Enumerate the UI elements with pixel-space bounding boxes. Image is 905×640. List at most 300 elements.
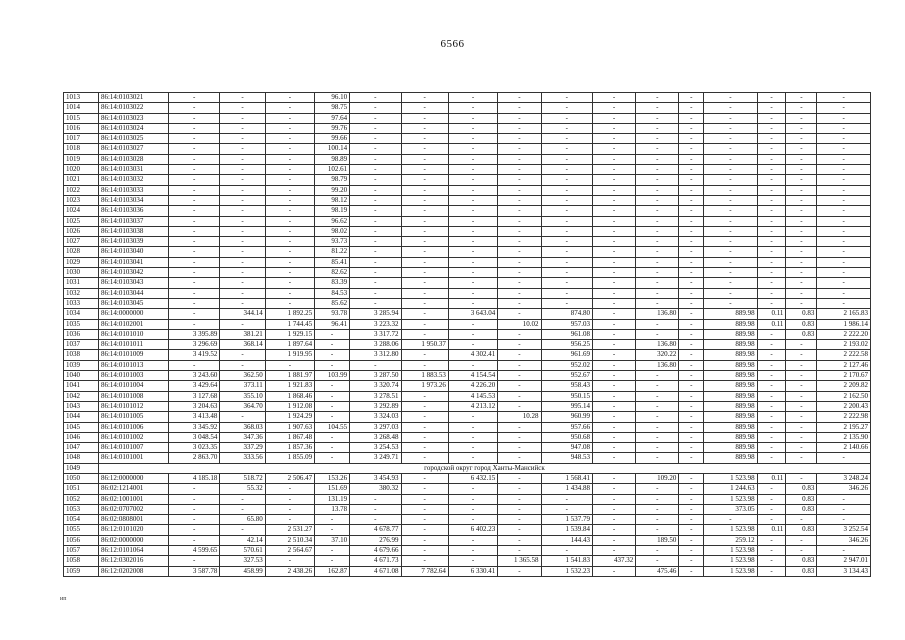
value-cell: 1 365.58 — [498, 556, 541, 566]
value-cell: - — [679, 515, 704, 525]
value-cell: - — [498, 257, 541, 267]
value-cell: 96.41 — [315, 319, 350, 329]
value-cell: - — [498, 216, 541, 226]
value-cell: - — [679, 144, 704, 154]
value-cell: - — [636, 371, 679, 381]
value-cell: - — [265, 494, 314, 504]
value-cell: - — [679, 504, 704, 514]
value-cell: 259.12 — [704, 535, 758, 545]
value-cell: - — [636, 556, 679, 566]
value-cell: - — [168, 268, 219, 278]
value-cell: - — [498, 494, 541, 504]
value-cell: - — [679, 484, 704, 494]
value-cell: 100.14 — [315, 144, 350, 154]
value-cell: - — [679, 546, 704, 556]
value-cell: 889.98 — [704, 381, 758, 391]
value-cell: 82.62 — [315, 268, 350, 278]
value-cell: - — [350, 226, 401, 236]
row-number-cell: 1019 — [64, 154, 99, 164]
value-cell: - — [498, 432, 541, 442]
value-cell: - — [350, 175, 401, 185]
value-cell: - — [315, 432, 350, 442]
value-cell: - — [265, 195, 314, 205]
value-cell: 1 537.79 — [541, 515, 592, 525]
value-cell: 98.75 — [315, 103, 350, 113]
value-cell: - — [265, 154, 314, 164]
value-cell: 93.73 — [315, 237, 350, 247]
cadastral-code-cell: 86:12:0101020 — [98, 525, 168, 535]
value-cell: - — [220, 494, 265, 504]
value-cell: - — [350, 216, 401, 226]
value-cell: - — [448, 226, 497, 236]
value-cell: - — [757, 268, 786, 278]
row-number-cell: 1025 — [64, 216, 99, 226]
value-cell: 96.62 — [315, 216, 350, 226]
value-cell: - — [265, 278, 314, 288]
value-cell: - — [220, 144, 265, 154]
row-number-cell: 1046 — [64, 432, 99, 442]
value-cell: - — [636, 185, 679, 195]
value-cell: - — [786, 360, 817, 370]
value-cell: - — [220, 216, 265, 226]
table-row — [64, 401, 871, 411]
value-cell: - — [592, 494, 635, 504]
value-cell: 4 302.41 — [448, 350, 497, 360]
value-cell: 4 226.20 — [448, 381, 497, 391]
row-number-cell: 1048 — [64, 453, 99, 463]
value-cell: - — [786, 546, 817, 556]
value-cell: - — [757, 329, 786, 339]
value-cell: - — [168, 494, 219, 504]
value-cell: - — [401, 113, 448, 123]
value-cell: - — [757, 443, 786, 453]
value-cell: - — [498, 237, 541, 247]
value-cell: 889.98 — [704, 453, 758, 463]
row-number-cell: 1051 — [64, 484, 99, 494]
value-cell: 99.20 — [315, 185, 350, 195]
value-cell: - — [401, 412, 448, 422]
value-cell: - — [350, 360, 401, 370]
value-cell: - — [220, 195, 265, 205]
value-cell: 93.78 — [315, 309, 350, 319]
value-cell: 2 222.98 — [817, 412, 871, 422]
value-cell: - — [817, 195, 871, 205]
row-number-cell: 1022 — [64, 185, 99, 195]
value-cell: - — [448, 103, 497, 113]
value-cell: 6 432.15 — [448, 473, 497, 483]
value-cell: - — [498, 165, 541, 175]
value-cell: - — [448, 556, 497, 566]
value-cell: - — [541, 113, 592, 123]
value-cell: 4 213.12 — [448, 401, 497, 411]
table-row — [64, 525, 871, 535]
value-cell: 4 679.66 — [350, 546, 401, 556]
value-cell: - — [498, 566, 541, 576]
value-cell: - — [498, 525, 541, 535]
value-cell: 2 222.58 — [817, 350, 871, 360]
value-cell: 344.14 — [220, 309, 265, 319]
row-number-cell: 1032 — [64, 288, 99, 298]
cadastral-code-cell: 86:14:0101006 — [98, 422, 168, 432]
value-cell: - — [592, 371, 635, 381]
value-cell: - — [498, 144, 541, 154]
value-cell: - — [679, 93, 704, 103]
value-cell: - — [704, 113, 758, 123]
value-cell: 1 568.41 — [541, 473, 592, 483]
value-cell: 3 345.92 — [168, 422, 219, 432]
value-cell: 958.43 — [541, 381, 592, 391]
value-cell: - — [220, 247, 265, 257]
value-cell: - — [401, 556, 448, 566]
value-cell: 85.41 — [315, 257, 350, 267]
value-cell: - — [350, 93, 401, 103]
value-cell: - — [679, 165, 704, 175]
value-cell: 2 162.50 — [817, 391, 871, 401]
value-cell: 0.83 — [786, 504, 817, 514]
value-cell: - — [786, 175, 817, 185]
value-cell: 2 531.27 — [265, 525, 314, 535]
value-cell: - — [448, 484, 497, 494]
value-cell: - — [401, 422, 448, 432]
row-number-cell: 1014 — [64, 103, 99, 113]
table-row — [64, 360, 871, 370]
value-cell: 2 200.43 — [817, 401, 871, 411]
value-cell: - — [757, 216, 786, 226]
value-cell: - — [541, 504, 592, 514]
value-cell: - — [448, 535, 497, 545]
value-cell: 362.50 — [220, 371, 265, 381]
table-row — [64, 298, 871, 308]
value-cell: 995.14 — [541, 401, 592, 411]
table-row — [64, 473, 871, 483]
value-cell: - — [541, 134, 592, 144]
value-cell: - — [168, 309, 219, 319]
value-cell: - — [220, 350, 265, 360]
value-cell: 3 288.06 — [350, 340, 401, 350]
value-cell: - — [448, 247, 497, 257]
value-cell: - — [350, 515, 401, 525]
value-cell: - — [636, 206, 679, 216]
value-cell: - — [817, 175, 871, 185]
value-cell: 3 285.94 — [350, 309, 401, 319]
value-cell: - — [168, 525, 219, 535]
value-cell: - — [786, 381, 817, 391]
value-cell: - — [265, 206, 314, 216]
value-cell: - — [786, 401, 817, 411]
value-cell: 1 523.98 — [704, 473, 758, 483]
cadastral-code-cell: 86:14:0103036 — [98, 206, 168, 216]
row-number-cell: 1026 — [64, 226, 99, 236]
value-cell: - — [315, 525, 350, 535]
cadastral-code-cell: 86:14:0101013 — [98, 360, 168, 370]
value-cell: - — [401, 206, 448, 216]
value-cell: - — [220, 298, 265, 308]
value-cell: - — [757, 185, 786, 195]
value-cell: 327.53 — [220, 556, 265, 566]
value-cell: - — [401, 237, 448, 247]
value-cell: - — [168, 93, 219, 103]
value-cell: - — [265, 257, 314, 267]
value-cell: 1 950.37 — [401, 340, 448, 350]
cadastral-code-cell: 86:14:0103031 — [98, 165, 168, 175]
value-cell: - — [757, 494, 786, 504]
value-cell: - — [448, 268, 497, 278]
table-row — [64, 165, 871, 175]
value-cell: 3 395.89 — [168, 329, 219, 339]
value-cell: - — [265, 103, 314, 113]
value-cell: - — [817, 494, 871, 504]
value-cell: - — [679, 391, 704, 401]
value-cell: 2 947.01 — [817, 556, 871, 566]
value-cell: - — [679, 494, 704, 504]
value-cell: - — [786, 247, 817, 257]
value-cell: 346.26 — [817, 535, 871, 545]
value-cell: 3 278.51 — [350, 391, 401, 401]
value-cell: - — [786, 371, 817, 381]
value-cell: - — [636, 319, 679, 329]
value-cell: - — [704, 226, 758, 236]
value-cell: - — [592, 103, 635, 113]
value-cell: - — [704, 298, 758, 308]
value-cell: - — [265, 185, 314, 195]
value-cell: - — [168, 175, 219, 185]
value-cell: - — [817, 185, 871, 195]
value-cell: - — [220, 134, 265, 144]
value-cell: - — [350, 494, 401, 504]
value-cell: - — [448, 216, 497, 226]
value-cell: 3 134.43 — [817, 566, 871, 576]
value-cell: - — [541, 123, 592, 133]
value-cell: - — [786, 443, 817, 453]
value-cell: - — [786, 257, 817, 267]
table-row — [64, 268, 871, 278]
value-cell: 6 330.41 — [448, 566, 497, 576]
value-cell: - — [786, 144, 817, 154]
value-cell: - — [592, 309, 635, 319]
value-cell: 3 248.24 — [817, 473, 871, 483]
value-cell: 4 154.54 — [448, 371, 497, 381]
row-number-cell: 1042 — [64, 391, 99, 401]
value-cell: - — [168, 298, 219, 308]
value-cell: - — [401, 298, 448, 308]
value-cell: - — [401, 144, 448, 154]
value-cell: 3 243.60 — [168, 371, 219, 381]
value-cell: 0.83 — [786, 494, 817, 504]
value-cell: - — [817, 546, 871, 556]
table-row — [64, 504, 871, 514]
value-cell: - — [592, 340, 635, 350]
cadastral-code-cell: 86:14:0101002 — [98, 432, 168, 442]
value-cell: - — [592, 360, 635, 370]
value-cell: - — [220, 412, 265, 422]
value-cell: 874.80 — [541, 309, 592, 319]
value-cell: 3 252.54 — [817, 525, 871, 535]
value-cell: 162.87 — [315, 566, 350, 576]
value-cell: - — [448, 298, 497, 308]
value-cell: - — [636, 494, 679, 504]
value-cell: - — [541, 206, 592, 216]
value-cell: - — [498, 247, 541, 257]
value-cell: - — [679, 319, 704, 329]
cadastral-code-cell: 86:14:0101007 — [98, 443, 168, 453]
table-body — [64, 93, 871, 577]
row-number-cell: 1043 — [64, 401, 99, 411]
value-cell: - — [757, 123, 786, 133]
value-cell: 3 297.03 — [350, 422, 401, 432]
value-cell: 1 855.09 — [265, 453, 314, 463]
value-cell: - — [448, 113, 497, 123]
value-cell: 1 523.98 — [704, 556, 758, 566]
value-cell: - — [679, 226, 704, 236]
value-cell: - — [786, 268, 817, 278]
value-cell: - — [448, 175, 497, 185]
value-cell: - — [679, 350, 704, 360]
value-cell: 97.64 — [315, 113, 350, 123]
value-cell: 380.32 — [350, 484, 401, 494]
cadastral-code-cell: 86:14:0103033 — [98, 185, 168, 195]
cadastral-code-cell: 86:14:0103032 — [98, 175, 168, 185]
value-cell: - — [168, 154, 219, 164]
value-cell: 98.12 — [315, 195, 350, 205]
value-cell: - — [315, 556, 350, 566]
value-cell: - — [786, 288, 817, 298]
value-cell: - — [168, 484, 219, 494]
cadastral-code-cell: 86:14:0103043 — [98, 278, 168, 288]
value-cell: - — [448, 206, 497, 216]
value-cell: - — [168, 134, 219, 144]
table-row — [64, 237, 871, 247]
value-cell: - — [817, 453, 871, 463]
value-cell: 437.32 — [592, 556, 635, 566]
value-cell: 4 599.65 — [168, 546, 219, 556]
value-cell: - — [401, 216, 448, 226]
value-cell: - — [541, 298, 592, 308]
row-number-cell: 1021 — [64, 175, 99, 185]
row-number-cell: 1059 — [64, 566, 99, 576]
value-cell: - — [592, 247, 635, 257]
value-cell: 333.56 — [220, 453, 265, 463]
value-cell: 889.98 — [704, 391, 758, 401]
value-cell: - — [350, 144, 401, 154]
value-cell: 2 506.47 — [265, 473, 314, 483]
value-cell: 1 523.98 — [704, 525, 758, 535]
value-cell: - — [636, 247, 679, 257]
value-cell: - — [636, 216, 679, 226]
value-cell: - — [592, 206, 635, 216]
value-cell: - — [350, 237, 401, 247]
value-cell: 889.98 — [704, 371, 758, 381]
row-number-cell: 1040 — [64, 371, 99, 381]
value-cell: - — [168, 257, 219, 267]
value-cell: 4 678.77 — [350, 525, 401, 535]
value-cell: 1 539.84 — [541, 525, 592, 535]
value-cell: - — [786, 422, 817, 432]
value-cell: - — [704, 175, 758, 185]
cadastral-code-cell: 86:14:0101005 — [98, 412, 168, 422]
value-cell: - — [448, 134, 497, 144]
value-cell: - — [498, 185, 541, 195]
value-cell: - — [541, 226, 592, 236]
value-cell: - — [679, 298, 704, 308]
table-row — [64, 371, 871, 381]
row-number-cell: 1039 — [64, 360, 99, 370]
value-cell: - — [636, 195, 679, 205]
footer-mark: ип — [60, 596, 67, 602]
value-cell: 2 140.66 — [817, 443, 871, 453]
value-cell: - — [757, 360, 786, 370]
value-cell: - — [592, 422, 635, 432]
value-cell: - — [679, 401, 704, 411]
value-cell: - — [401, 360, 448, 370]
value-cell: - — [786, 473, 817, 483]
value-cell: - — [448, 185, 497, 195]
value-cell: - — [168, 237, 219, 247]
value-cell: - — [401, 473, 448, 483]
value-cell: 2 193.02 — [817, 340, 871, 350]
value-cell: - — [168, 144, 219, 154]
value-cell: - — [636, 257, 679, 267]
row-number-cell: 1020 — [64, 165, 99, 175]
value-cell: 1 986.14 — [817, 319, 871, 329]
data-table — [63, 92, 871, 577]
value-cell: 1 867.48 — [265, 432, 314, 442]
value-cell: - — [704, 257, 758, 267]
value-cell: - — [757, 422, 786, 432]
value-cell: - — [757, 206, 786, 216]
value-cell: 381.21 — [220, 329, 265, 339]
value-cell: - — [350, 103, 401, 113]
value-cell: - — [265, 134, 314, 144]
value-cell: 98.19 — [315, 206, 350, 216]
value-cell: - — [541, 288, 592, 298]
value-cell: - — [757, 504, 786, 514]
row-number-cell: 1027 — [64, 237, 99, 247]
value-cell: - — [757, 350, 786, 360]
value-cell: - — [401, 453, 448, 463]
value-cell: - — [592, 443, 635, 453]
value-cell: - — [704, 154, 758, 164]
value-cell: - — [168, 319, 219, 329]
value-cell: 99.76 — [315, 123, 350, 133]
value-cell: 1 523.98 — [704, 494, 758, 504]
value-cell: - — [592, 453, 635, 463]
cadastral-code-cell: 86:14:0102001 — [98, 319, 168, 329]
value-cell: - — [265, 123, 314, 133]
value-cell: 98.02 — [315, 226, 350, 236]
value-cell: 1 921.83 — [265, 381, 314, 391]
value-cell: - — [498, 226, 541, 236]
value-cell: - — [757, 165, 786, 175]
value-cell: 1 532.23 — [541, 566, 592, 576]
value-cell: - — [350, 257, 401, 267]
cadastral-code-cell: 86:14:0103037 — [98, 216, 168, 226]
value-cell: - — [498, 535, 541, 545]
value-cell: - — [498, 443, 541, 453]
value-cell: 368.03 — [220, 422, 265, 432]
value-cell: 0.83 — [786, 309, 817, 319]
value-cell: - — [757, 175, 786, 185]
value-cell: - — [636, 113, 679, 123]
value-cell: - — [401, 391, 448, 401]
cadastral-code-cell: 86:14:0101009 — [98, 350, 168, 360]
value-cell: - — [757, 453, 786, 463]
value-cell: 368.14 — [220, 340, 265, 350]
value-cell: - — [636, 504, 679, 514]
value-cell: - — [636, 134, 679, 144]
value-cell: - — [220, 360, 265, 370]
value-cell: - — [679, 278, 704, 288]
value-cell: - — [220, 123, 265, 133]
